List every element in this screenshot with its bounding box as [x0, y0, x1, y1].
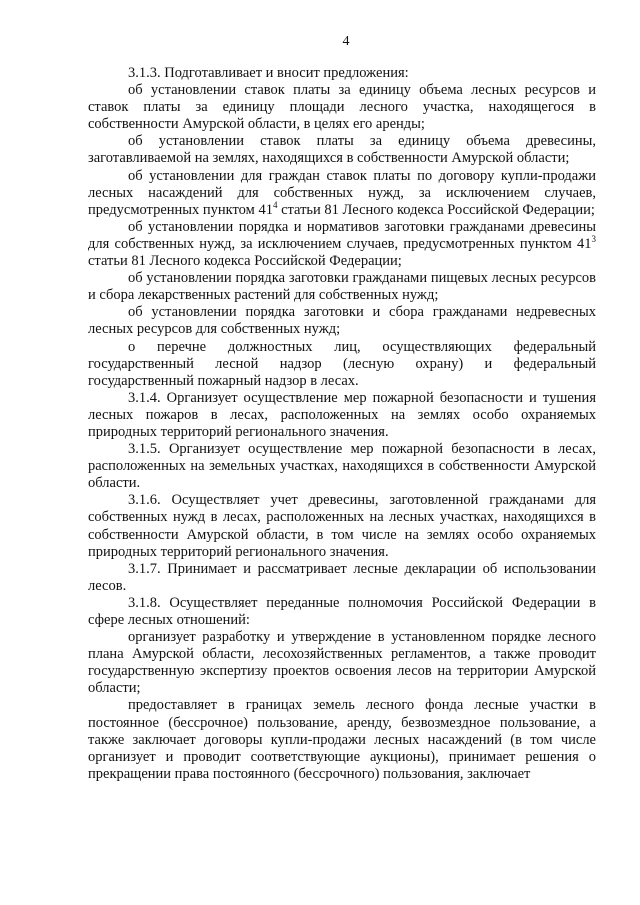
paragraph [88, 168, 596, 219]
article-superscript: 4 [272, 199, 278, 210]
paragraph: предоставляет в границах земель лесного фонда лесные участки в постоянное (бессрочное) пользование, аренду, безвозмездное пользование, а также заключает договоры купли-продажи лесных насаждений (в том числе организует и проводит соответствующие аукционы), принимает решения о прекращении права постоянного (бессрочного) пользования, заключает [88, 697, 596, 782]
paragraph: о перечне должностных лиц, осуществляющих федеральный государственный лесной надзор (лесную охрану) и федеральный государственный пожарный надзор в лесах. [88, 338, 596, 389]
paragraph: организует разработку и утверждение в установленном порядке лесного плана Амурской области, лесохозяйственных регламентов, а также проводит государственную экспертизу проектов освоения лесов на территории Амурской области; [88, 629, 596, 697]
paragraph-text: об установлении порядка и нормативов заготовки гражданами древесины для собственных нужд, за исключением случаев, предусмотренных пунктом [88, 218, 596, 252]
article-number: 41 [577, 235, 592, 252]
paragraph: 3.1.7. Принимает и рассматривает лесные декларации об использовании лесов. [88, 560, 596, 594]
paragraph [88, 219, 596, 270]
paragraph: 3.1.8. Осуществляет переданные полномочия Российской Федерации в сфере лесных отношений: [88, 594, 596, 628]
paragraph: об установлении порядка заготовки гражданами пищевых лесных ресурсов и сбора лекарственных растений для собственных нужд; [88, 270, 596, 304]
paragraph: 3.1.5. Организует осуществление мер пожарной безопасности в лесах, расположенных на земельных участках, находящихся в собственности Амурской области. [88, 441, 596, 492]
paragraph-text: статьи 81 Лесного кодекса Российской Федерации; [88, 253, 402, 270]
paragraph: 3.1.6. Осуществляет учет древесины, заготовленной гражданами для собственных нужд в лесах, расположенных на лесных участках, находящихся в собственности Амурской области, в том числе на землях особо охраняемых природных территорий регионального значения. [88, 492, 596, 560]
paragraph-text: статьи 81 Лесного кодекса Российской Федерации; [281, 201, 595, 218]
article-superscript: 3 [591, 234, 597, 245]
paragraph: об установлении порядка заготовки и сбора гражданами недревесных лесных ресурсов для собственных нужд; [88, 304, 596, 338]
page-number: 4 [342, 34, 350, 49]
document-body [88, 65, 596, 783]
paragraph: об установлении ставок платы за единицу объема древесины, заготавливаемой на землях, находящихся в собственности Амурской области; [88, 133, 596, 167]
paragraph: об установлении ставок платы за единицу объема лесных ресурсов и ставок платы за единицу площади лесного участка, находящегося в собственности Амурской области, в целях его аренды; [88, 82, 596, 133]
paragraph: 3.1.4. Организует осуществление мер пожарной безопасности и тушения лесных пожаров в лесах, расположенных на землях особо охраняемых природных территорий регионального значения. [88, 389, 596, 440]
article-number: 41 [258, 201, 273, 218]
paragraph-text: об установлении для граждан ставок платы по договору купли-продажи лесных насаждений для собственных нужд, за исключением случаев, предусмотренных пунктом [88, 167, 596, 218]
paragraph: 3.1.3. Подготавливает и вносит предложения: [128, 65, 409, 81]
